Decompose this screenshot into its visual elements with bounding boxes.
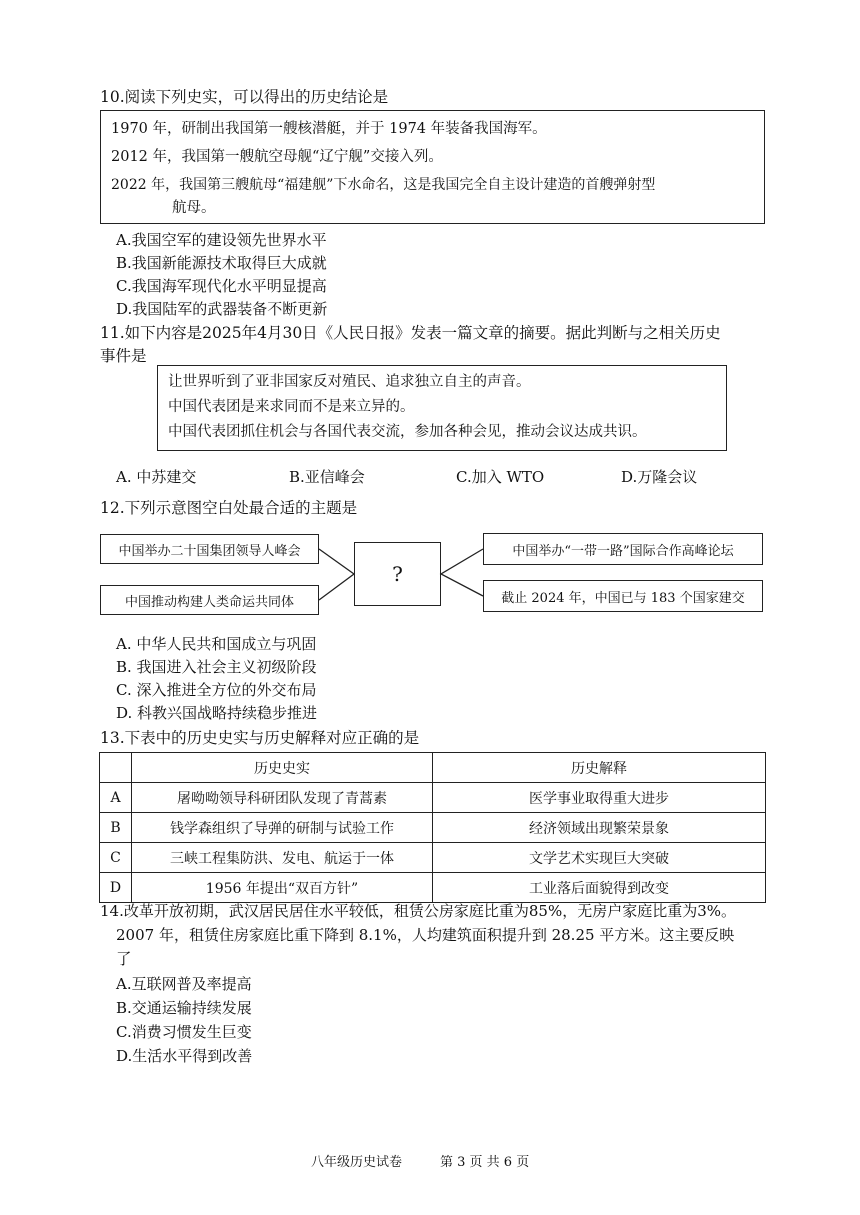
footer-page-number: 第 3 页 共 6 页 <box>440 1155 530 1170</box>
diagram-node-right-bottom: 截止 2024 年，中国已与 183 个国家建交 <box>483 580 763 612</box>
table-cell-label: B <box>100 813 132 843</box>
q12-option-c[interactable]: C. 深入推进全方位的外交布局 <box>116 681 317 699</box>
diagram-node-left-bottom: 中国推动构建人类命运共同体 <box>100 585 319 615</box>
q10-stem: 10.阅读下列史实，可以得出的历史结论是 <box>100 88 389 106</box>
table-cell-explanation: 工业落后面貌得到改变 <box>433 873 766 903</box>
table-row <box>100 843 766 873</box>
table-cell-fact: 三峡工程集防洪、发电、航运于一体 <box>132 843 433 873</box>
table-cell-fact: 1956 年提出“双百方针” <box>132 873 433 903</box>
q11-box-line: 中国代表团抓住机会与各国代表交流，参加各种会见，推动会议达成共识。 <box>168 424 647 440</box>
q11-option-a[interactable]: A. 中苏建交 <box>116 468 197 486</box>
table-header-cell <box>100 753 132 783</box>
table-header-cell: 历史解释 <box>433 753 766 783</box>
table-row <box>100 783 766 813</box>
footer-subject: 八年级历史试卷 <box>311 1155 403 1170</box>
table-cell-label: C <box>100 843 132 873</box>
table-row <box>100 873 766 903</box>
q14-option-d[interactable]: D.生活水平得到改善 <box>116 1047 253 1065</box>
q14-stem: 14.改革开放初期，武汉居民居住水平较低，租赁公房家庭比重为85%，无房户家庭比重为3%。 <box>100 902 736 920</box>
q11-option-d[interactable]: D.万隆会议 <box>621 468 698 486</box>
q10-option-b[interactable]: B.我国新能源技术取得巨大成就 <box>116 254 327 272</box>
table-cell-explanation: 文学艺术实现巨大突破 <box>433 843 766 873</box>
table-row <box>100 813 766 843</box>
q13-table <box>99 752 766 903</box>
diagram-center-blank: ? <box>354 542 441 606</box>
q14-option-c[interactable]: C.消费习惯发生巨变 <box>116 1023 252 1041</box>
table-header-row <box>100 753 766 783</box>
q11-box-line: 让世界听到了亚非国家反对殖民、追求独立自主的声音。 <box>168 374 531 390</box>
q10-option-d[interactable]: D.我国陆军的武器装备不断更新 <box>116 300 328 318</box>
q12-option-d[interactable]: D. 科教兴国战略持续稳步推进 <box>116 704 318 722</box>
table-cell-explanation: 医学事业取得重大进步 <box>433 783 766 813</box>
q10-box-line: 2022 年，我国第三艘航母“福建舰”下水命名，这是我国完全自主设计建造的首艘弹射型 <box>111 177 656 193</box>
diagram-node-left-top: 中国举办二十国集团领导人峰会 <box>100 534 319 564</box>
table-cell-label: D <box>100 873 132 903</box>
table-header-cell: 历史史实 <box>132 753 433 783</box>
q12-option-a[interactable]: A. 中华人民共和国成立与巩固 <box>116 635 317 653</box>
q12-stem: 12.下列示意图空白处最合适的主题是 <box>100 499 358 517</box>
q10-box-line: 航母。 <box>172 200 216 216</box>
q13-stem: 13.下表中的历史史实与历史解释对应正确的是 <box>100 729 420 747</box>
table-cell-fact: 屠呦呦领导科研团队发现了青蒿素 <box>132 783 433 813</box>
q10-option-a[interactable]: A.我国空军的建设领先世界水平 <box>116 231 327 249</box>
q10-box-line: 2012 年，我国第一艘航空母舰“辽宁舰”交接入列。 <box>111 149 443 165</box>
table-cell-label: A <box>100 783 132 813</box>
q12-option-b[interactable]: B. 我国进入社会主义初级阶段 <box>116 658 317 676</box>
q11-stem: 11.如下内容是2025年4月30日《人民日报》发表一篇文章的摘要。据此判断与之相关历史 <box>100 324 721 342</box>
q14-option-b[interactable]: B.交通运输持续发展 <box>116 999 252 1017</box>
q11-option-c[interactable]: C.加入 WTO <box>456 468 545 486</box>
q11-option-b[interactable]: B.亚信峰会 <box>289 468 365 486</box>
q11-stem-cont: 事件是 <box>100 347 147 365</box>
q14-stem-end: 了 <box>116 950 132 968</box>
table-cell-fact: 钱学森组织了导弹的研制与试验工作 <box>132 813 433 843</box>
table-cell-explanation: 经济领域出现繁荣景象 <box>433 813 766 843</box>
q14-option-a[interactable]: A.互联网普及率提高 <box>116 975 252 993</box>
q11-box-line: 中国代表团是来求同而不是来立异的。 <box>168 399 415 415</box>
diagram-node-right-top: 中国举办“一带一路”国际合作高峰论坛 <box>483 533 763 565</box>
q14-stem-cont: 2007 年，租赁住房家庭比重下降到 8.1%，人均建筑面积提升到 28.25 平方米。这主要反映 <box>116 926 735 944</box>
q10-option-c[interactable]: C.我国海军现代化水平明显提高 <box>116 277 327 295</box>
q10-box-line: 1970 年，研制出我国第一艘核潜艇，并于 1974 年装备我国海军。 <box>111 121 547 137</box>
